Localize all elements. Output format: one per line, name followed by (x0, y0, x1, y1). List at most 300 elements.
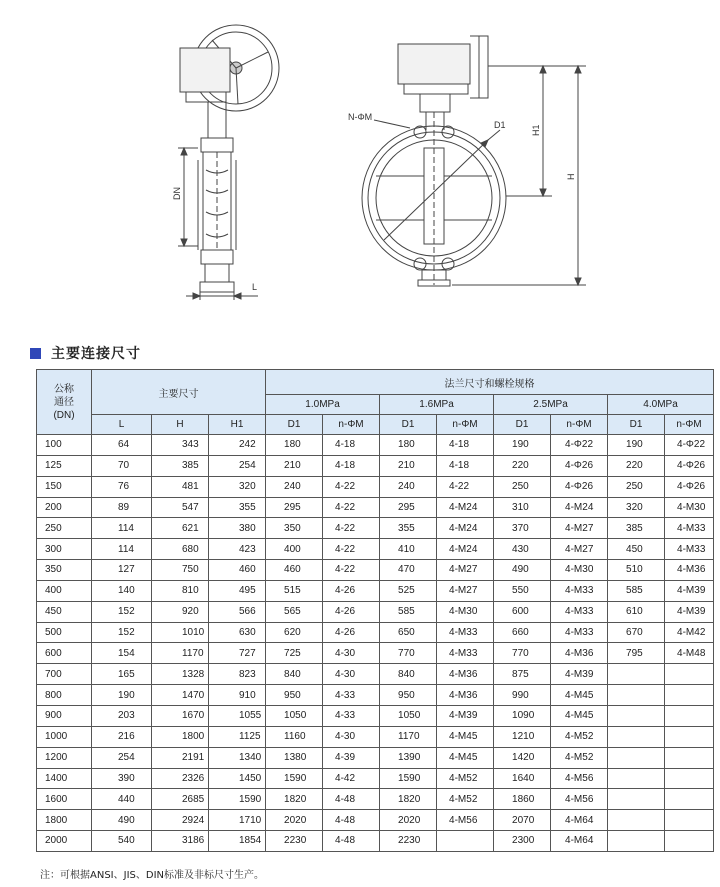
table-cell (665, 747, 714, 768)
table-cell: 840 (380, 664, 437, 685)
table-cell: 4-M45 (551, 685, 608, 706)
table-cell: 4-Φ22 (551, 435, 608, 456)
table-cell: 4-22 (323, 518, 380, 539)
table-cell: 910 (209, 685, 266, 706)
valve-technical-drawing (0, 0, 720, 335)
table-cell: 525 (380, 580, 437, 601)
table-cell: 250 (37, 518, 92, 539)
header-h1: H1 (209, 415, 266, 435)
table-cell: 1055 (209, 705, 266, 726)
table-cell: 4-M39 (437, 705, 494, 726)
table-row (37, 789, 714, 810)
table-cell: 254 (209, 455, 266, 476)
table-cell: 4-M33 (437, 622, 494, 643)
header-main-dims: 主要尺寸 (92, 370, 266, 415)
header-pressure-1: 1.0MPa (266, 395, 380, 415)
table-cell: 1170 (380, 726, 437, 747)
table-cell: 770 (494, 643, 551, 664)
table-cell: 4-M52 (437, 768, 494, 789)
table-cell: 4-Φ26 (665, 455, 714, 476)
table-cell: 1380 (266, 747, 323, 768)
table-cell: 127 (92, 560, 152, 581)
table-cell (665, 810, 714, 831)
table-cell: 320 (608, 497, 665, 518)
table-cell: 4-30 (323, 664, 380, 685)
table-cell: 460 (266, 560, 323, 581)
header-d1: D1 (608, 415, 665, 435)
table-cell: 4-18 (323, 455, 380, 476)
table-cell (665, 726, 714, 747)
table-cell: 495 (209, 580, 266, 601)
table-cell: 4-33 (323, 685, 380, 706)
table-cell: 4-M24 (437, 539, 494, 560)
table-cell: 550 (494, 580, 551, 601)
table-cell: 600 (37, 643, 92, 664)
table-cell: 750 (152, 560, 209, 581)
table-cell: 670 (608, 622, 665, 643)
table-row (37, 539, 714, 560)
table-cell: 4-Φ22 (665, 435, 714, 456)
table-cell: 1200 (37, 747, 92, 768)
table-cell: 660 (494, 622, 551, 643)
table-row (37, 518, 714, 539)
table-cell: 4-26 (323, 580, 380, 601)
table-cell: 190 (92, 685, 152, 706)
table-cell: 900 (37, 705, 92, 726)
table-cell: 950 (380, 685, 437, 706)
table-cell (608, 810, 665, 831)
table-cell: 355 (209, 497, 266, 518)
table-cell: 4-M36 (437, 685, 494, 706)
header-d1: D1 (266, 415, 323, 435)
table-cell: 242 (209, 435, 266, 456)
table-cell: 1854 (209, 831, 266, 852)
table-cell: 4-30 (323, 726, 380, 747)
table-cell: 89 (92, 497, 152, 518)
h-label: H (566, 173, 576, 180)
table-cell: 4-22 (323, 497, 380, 518)
table-cell: 490 (92, 810, 152, 831)
table-cell: 440 (92, 789, 152, 810)
table-cell: 216 (92, 726, 152, 747)
table-cell: 1670 (152, 705, 209, 726)
header-dn-line3: (DN) (53, 409, 75, 421)
table-cell: 725 (266, 643, 323, 664)
table-cell: 1050 (380, 705, 437, 726)
table-cell: 125 (37, 455, 92, 476)
table-cell: 450 (608, 539, 665, 560)
table-cell (665, 705, 714, 726)
n-phim-label: N-ΦM (348, 112, 373, 122)
table-cell (608, 831, 665, 852)
table-cell: 1125 (209, 726, 266, 747)
table-cell: 4-M24 (551, 497, 608, 518)
table-cell: 4-18 (437, 455, 494, 476)
table-cell: 295 (266, 497, 323, 518)
table-cell: 4-M24 (437, 497, 494, 518)
table-cell: 1590 (266, 768, 323, 789)
table-cell: 4-M33 (437, 643, 494, 664)
table-cell: 4-M36 (551, 643, 608, 664)
table-cell: 460 (209, 560, 266, 581)
table-cell: 1590 (209, 789, 266, 810)
header-nphim: n-ΦM (437, 415, 494, 435)
table-cell: 4-18 (437, 435, 494, 456)
table-cell: 1450 (209, 768, 266, 789)
table-row (37, 768, 714, 789)
dimensions-table (36, 369, 714, 852)
table-cell: 600 (494, 601, 551, 622)
table-cell: 385 (608, 518, 665, 539)
table-body (37, 435, 714, 852)
table-cell: 2230 (380, 831, 437, 852)
table-cell: 585 (380, 601, 437, 622)
table-cell: 4-M27 (437, 560, 494, 581)
table-cell: 180 (380, 435, 437, 456)
table-cell: 350 (37, 560, 92, 581)
table-row (37, 622, 714, 643)
table-cell: 2000 (37, 831, 92, 852)
d1-leader (384, 140, 488, 240)
table-row (37, 435, 714, 456)
table-cell: 220 (608, 455, 665, 476)
table-cell: 4-M39 (665, 580, 714, 601)
table-cell: 4-Φ26 (551, 455, 608, 476)
footnote: 注：可根据ANSI、JIS、DIN标准及非标尺寸生产。 (40, 870, 264, 881)
table-cell: 823 (209, 664, 266, 685)
gearbox-right (398, 44, 470, 84)
table-cell: 4-18 (323, 435, 380, 456)
h1-label: H1 (531, 124, 541, 136)
table-cell: 4-M36 (437, 664, 494, 685)
table-cell: 4-33 (323, 705, 380, 726)
table-cell: 4-M30 (665, 497, 714, 518)
table-cell: 4-26 (323, 601, 380, 622)
header-dn-line2: 通径 (54, 396, 74, 408)
table-row (37, 726, 714, 747)
table-cell: 4-M42 (665, 622, 714, 643)
table-cell: 840 (266, 664, 323, 685)
table-row (37, 455, 714, 476)
dimensions-table-container (36, 369, 713, 852)
table-cell: 4-M33 (551, 622, 608, 643)
table-cell: 152 (92, 601, 152, 622)
table-cell: 875 (494, 664, 551, 685)
table-cell: 1340 (209, 747, 266, 768)
table-cell: 4-M33 (665, 539, 714, 560)
table-cell: 423 (209, 539, 266, 560)
table-row (37, 810, 714, 831)
table-cell: 4-22 (323, 560, 380, 581)
table-row (37, 747, 714, 768)
table-cell: 770 (380, 643, 437, 664)
table-cell: 250 (494, 476, 551, 497)
table-cell: 4-48 (323, 810, 380, 831)
table-cell: 2924 (152, 810, 209, 831)
table-cell: 1470 (152, 685, 209, 706)
table-cell: 1160 (266, 726, 323, 747)
table-cell: 1328 (152, 664, 209, 685)
table-cell: 540 (92, 831, 152, 852)
table-cell (665, 831, 714, 852)
table-cell: 4-M45 (437, 747, 494, 768)
table-cell: 140 (92, 580, 152, 601)
table-cell: 320 (209, 476, 266, 497)
table-cell: 1800 (37, 810, 92, 831)
table-cell: 650 (380, 622, 437, 643)
table-cell: 4-M64 (551, 810, 608, 831)
table-cell: 470 (380, 560, 437, 581)
table-row (37, 476, 714, 497)
table-cell: 2191 (152, 747, 209, 768)
table-cell: 400 (37, 580, 92, 601)
table-cell: 1050 (266, 705, 323, 726)
table-cell: 4-M48 (665, 643, 714, 664)
table-cell: 1390 (380, 747, 437, 768)
table-cell: 1860 (494, 789, 551, 810)
header-pressure-4: 4.0MPa (608, 395, 714, 415)
table-cell: 1090 (494, 705, 551, 726)
table-cell (608, 705, 665, 726)
table-row (37, 580, 714, 601)
table-cell: 380 (209, 518, 266, 539)
table-cell: 950 (266, 685, 323, 706)
header-dn (37, 370, 92, 435)
table-cell: 114 (92, 539, 152, 560)
table-cell: 400 (266, 539, 323, 560)
table-cell: 190 (494, 435, 551, 456)
table-cell: 114 (92, 518, 152, 539)
table-cell: 1800 (152, 726, 209, 747)
table-cell: 250 (608, 476, 665, 497)
table-cell: 500 (37, 622, 92, 643)
header-d1: D1 (380, 415, 437, 435)
table-cell: 4-M27 (551, 539, 608, 560)
table-row (37, 705, 714, 726)
table-cell: 2300 (494, 831, 551, 852)
table-cell: 700 (37, 664, 92, 685)
table-cell (608, 768, 665, 789)
table-cell: 4-39 (323, 747, 380, 768)
table-row (37, 643, 714, 664)
table-cell: 990 (494, 685, 551, 706)
table-cell: 4-22 (323, 476, 380, 497)
table-cell: 240 (266, 476, 323, 497)
table-cell: 154 (92, 643, 152, 664)
table-cell (608, 789, 665, 810)
table-cell: 295 (380, 497, 437, 518)
table-cell: 4-M33 (551, 580, 608, 601)
table-cell: 350 (266, 518, 323, 539)
table-cell (608, 685, 665, 706)
table-cell: 3186 (152, 831, 209, 852)
table-cell: 4-M30 (437, 601, 494, 622)
table-cell (665, 789, 714, 810)
table-cell: 2070 (494, 810, 551, 831)
table-cell (437, 831, 494, 852)
gearbox-left (180, 48, 230, 92)
table-row (37, 831, 714, 852)
table-cell: 621 (152, 518, 209, 539)
table-cell: 4-Φ26 (665, 476, 714, 497)
n-phim-leader (374, 120, 410, 128)
table-cell: 1000 (37, 726, 92, 747)
table-cell: 1400 (37, 768, 92, 789)
table-cell: 4-22 (323, 539, 380, 560)
table-cell: 1170 (152, 643, 209, 664)
table-row (37, 685, 714, 706)
table-cell: 4-26 (323, 622, 380, 643)
table-cell: 385 (152, 455, 209, 476)
table-cell: 70 (92, 455, 152, 476)
table-cell: 4-M45 (551, 705, 608, 726)
table-cell: 1420 (494, 747, 551, 768)
l-label: L (252, 282, 258, 292)
table-cell: 4-M33 (551, 601, 608, 622)
table-cell: 450 (37, 601, 92, 622)
table-cell: 2020 (380, 810, 437, 831)
table-cell: 4-M52 (437, 789, 494, 810)
dn-label: DN (172, 187, 182, 200)
table-cell: 1590 (380, 768, 437, 789)
table-cell: 810 (152, 580, 209, 601)
table-cell: 240 (380, 476, 437, 497)
table-cell: 4-M39 (551, 664, 608, 685)
table-cell (608, 664, 665, 685)
table-cell: 585 (608, 580, 665, 601)
table-cell: 515 (266, 580, 323, 601)
table-row (37, 664, 714, 685)
table-cell: 410 (380, 539, 437, 560)
table-cell: 1210 (494, 726, 551, 747)
table-cell: 100 (37, 435, 92, 456)
table-cell: 680 (152, 539, 209, 560)
bullet-square-icon (30, 348, 41, 359)
table-cell: 430 (494, 539, 551, 560)
table-cell: 390 (92, 768, 152, 789)
d1-label: D1 (494, 120, 506, 130)
table-cell: 210 (266, 455, 323, 476)
header-nphim: n-ΦM (323, 415, 380, 435)
table-cell: 4-M24 (437, 518, 494, 539)
table-cell: 4-48 (323, 789, 380, 810)
table-cell: 4-Φ26 (551, 476, 608, 497)
table-cell: 2020 (266, 810, 323, 831)
table-cell: 610 (608, 601, 665, 622)
table-cell: 370 (494, 518, 551, 539)
table-cell (665, 664, 714, 685)
table-cell: 210 (380, 455, 437, 476)
table-cell: 1710 (209, 810, 266, 831)
table-cell: 4-M33 (665, 518, 714, 539)
header-h: H (152, 415, 209, 435)
table-cell: 4-M56 (437, 810, 494, 831)
header-pressure-3: 2.5MPa (494, 395, 608, 415)
table-cell: 300 (37, 539, 92, 560)
table-cell: 4-M39 (665, 601, 714, 622)
table-cell: 4-48 (323, 831, 380, 852)
table-cell: 150 (37, 476, 92, 497)
table-row (37, 560, 714, 581)
table-cell: 1820 (266, 789, 323, 810)
valve-drawing (0, 0, 720, 335)
section-heading (30, 344, 141, 362)
table-cell: 4-M27 (551, 518, 608, 539)
table-cell: 1600 (37, 789, 92, 810)
table-cell: 343 (152, 435, 209, 456)
table-cell: 4-M27 (437, 580, 494, 601)
table-cell: 4-M56 (551, 768, 608, 789)
table-cell: 1010 (152, 622, 209, 643)
table-cell: 481 (152, 476, 209, 497)
table-cell: 165 (92, 664, 152, 685)
table-cell: 920 (152, 601, 209, 622)
table-cell: 565 (266, 601, 323, 622)
table-cell: 4-M52 (551, 726, 608, 747)
table-cell: 2230 (266, 831, 323, 852)
header-l: L (92, 415, 152, 435)
table-cell: 4-M45 (437, 726, 494, 747)
table-cell: 510 (608, 560, 665, 581)
table-cell: 76 (92, 476, 152, 497)
table-cell (608, 726, 665, 747)
header-flange-spec: 法兰尺寸和螺栓规格 (266, 370, 714, 395)
table-cell: 490 (494, 560, 551, 581)
table-cell: 620 (266, 622, 323, 643)
header-nphim: n-ΦM (665, 415, 714, 435)
table-cell: 190 (608, 435, 665, 456)
section-title: 主要连接尺寸 (51, 346, 141, 362)
table-cell: 4-M30 (551, 560, 608, 581)
table-cell: 800 (37, 685, 92, 706)
table-cell: 795 (608, 643, 665, 664)
table-cell: 310 (494, 497, 551, 518)
header-dn-line1: 公称 (54, 383, 74, 395)
table-cell: 630 (209, 622, 266, 643)
table-row (37, 601, 714, 622)
table-cell: 566 (209, 601, 266, 622)
table-cell: 547 (152, 497, 209, 518)
table-row (37, 497, 714, 518)
table-cell: 254 (92, 747, 152, 768)
table-cell: 220 (494, 455, 551, 476)
table-cell: 1640 (494, 768, 551, 789)
table-cell: 4-30 (323, 643, 380, 664)
header-pressure-2: 1.6MPa (380, 395, 494, 415)
table-cell (665, 768, 714, 789)
table-cell (665, 685, 714, 706)
table-cell: 2326 (152, 768, 209, 789)
table-cell (608, 747, 665, 768)
table-cell: 203 (92, 705, 152, 726)
table-cell: 4-M36 (665, 560, 714, 581)
table-cell: 4-M52 (551, 747, 608, 768)
table-cell: 200 (37, 497, 92, 518)
table-cell: 4-22 (437, 476, 494, 497)
table-cell: 727 (209, 643, 266, 664)
table-cell: 64 (92, 435, 152, 456)
table-cell: 355 (380, 518, 437, 539)
table-cell: 4-M56 (551, 789, 608, 810)
table-cell: 180 (266, 435, 323, 456)
header-nphim: n-ΦM (551, 415, 608, 435)
table-cell: 1820 (380, 789, 437, 810)
table-cell: 152 (92, 622, 152, 643)
table-cell: 2685 (152, 789, 209, 810)
table-cell: 4-42 (323, 768, 380, 789)
header-d1: D1 (494, 415, 551, 435)
table-cell: 4-M64 (551, 831, 608, 852)
